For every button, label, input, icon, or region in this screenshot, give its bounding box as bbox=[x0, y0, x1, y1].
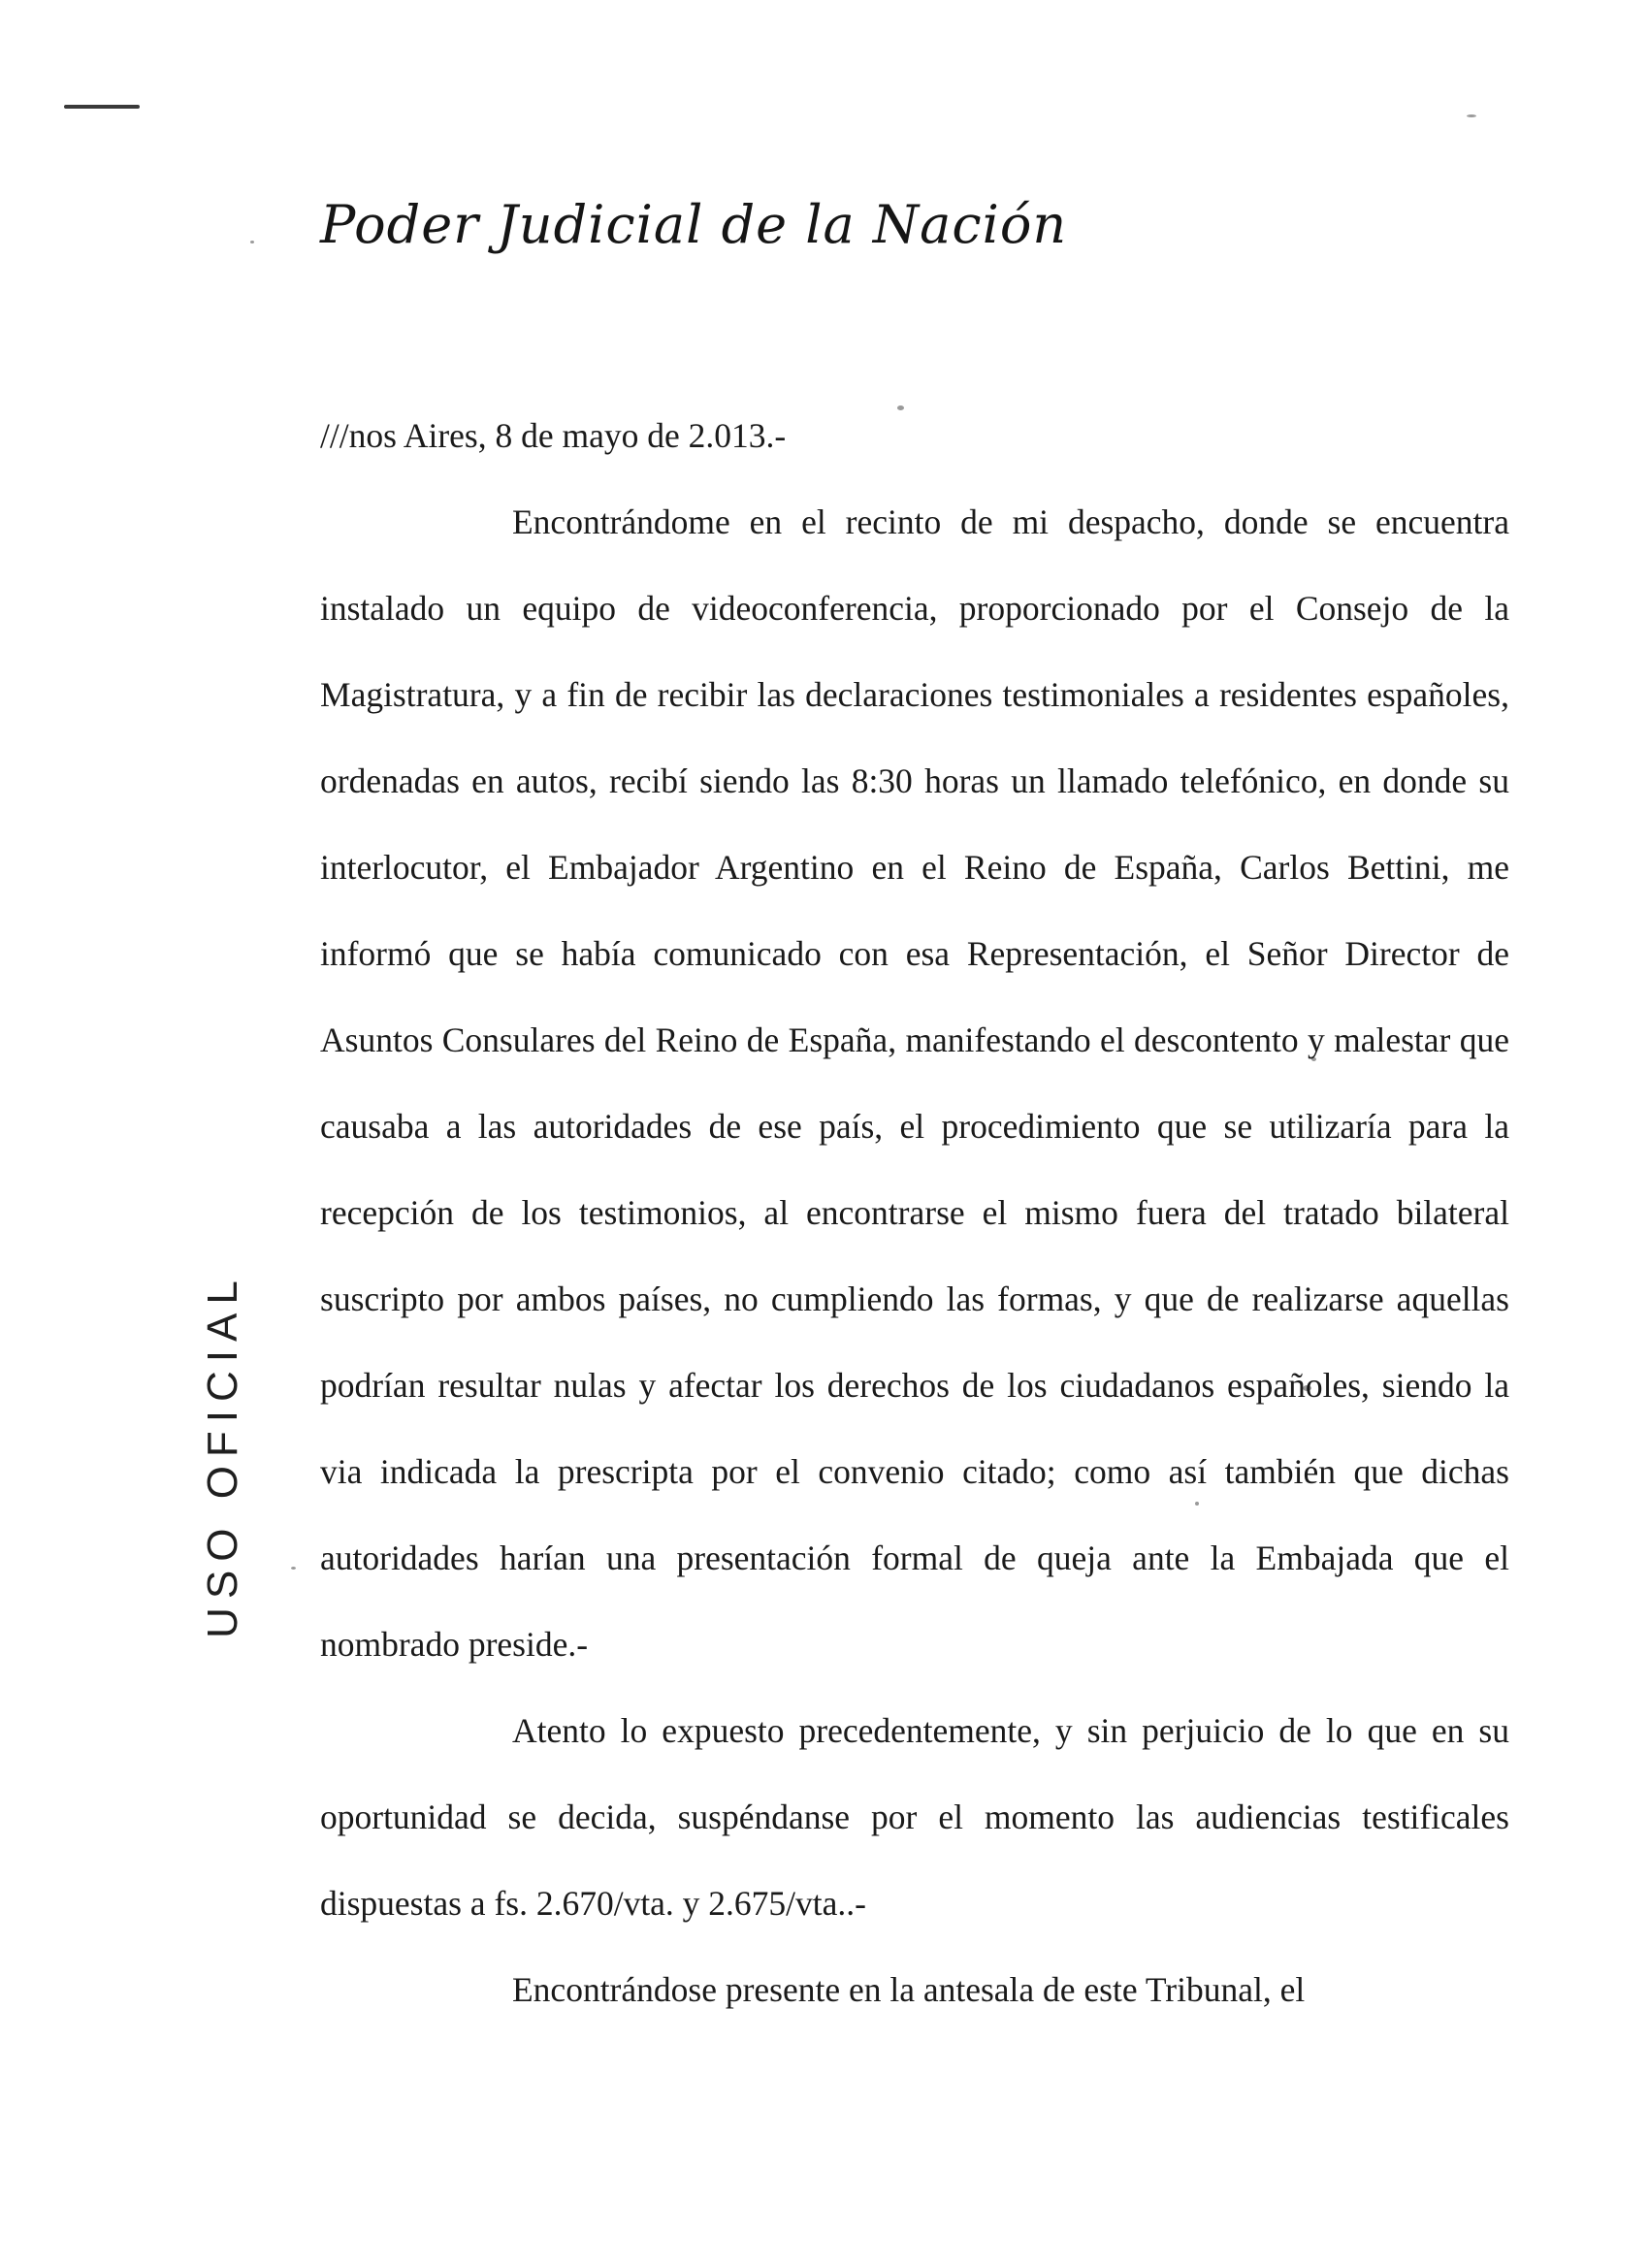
side-stamp: USO OFICIAL bbox=[199, 1272, 246, 1638]
scan-speck bbox=[1467, 114, 1476, 117]
corner-mark bbox=[64, 105, 140, 109]
paragraph: Encontrándose presente en la antesala de este Tribunal, el bbox=[512, 1970, 1306, 2009]
document-body bbox=[320, 393, 1509, 2033]
scan-speck bbox=[250, 241, 254, 243]
paragraph: Encontrándome en el recinto de mi despacho, donde se encuentra instalado un equipo de videoconferencia, proporcionado por el Consejo de la Magistratura, y a fin de recibir las declaraciones testimoniales a residentes españoles, ordenadas en autos, recibí siendo las 8:30 horas un llamado telefónico, en donde su interlocutor, el Embajador Argentino en el Reino de España, Carlos Bettini, me informó que se había comunicado con esa Representación, el Señor Director de Asuntos Consulares del Reino de España, manifestando el descontento y malestar que causaba a las autoridades de ese país, el procedimiento que se utilizaría para la recepción de los testimonios, al encontrarse el mismo fuera del tratado bilateral suscripto por ambos países, no cumpliendo las formas, y que de realizarse aquellas podrían resultar nulas y afectar los derechos de los ciudadanos españoles, siendo la via indicada la prescripta por el convenio citado; como así también que dichas autoridades harían una presentación formal de queja ante la Embajada que el nombrado preside.- bbox=[320, 502, 1509, 1664]
letterhead-title: Poder Judicial de la Nación bbox=[320, 194, 1068, 255]
date-line: ///nos Aires, 8 de mayo de 2.013.- bbox=[320, 416, 787, 455]
paragraph: Atento lo expuesto precedentemente, y sin perjuicio de lo que en su oportunidad se decida, suspéndanse por el momento las audiencias testificales dispuestas a fs. 2.670/vta. y 2.675/vta..- bbox=[320, 1711, 1509, 1923]
scan-speck bbox=[291, 1567, 296, 1570]
